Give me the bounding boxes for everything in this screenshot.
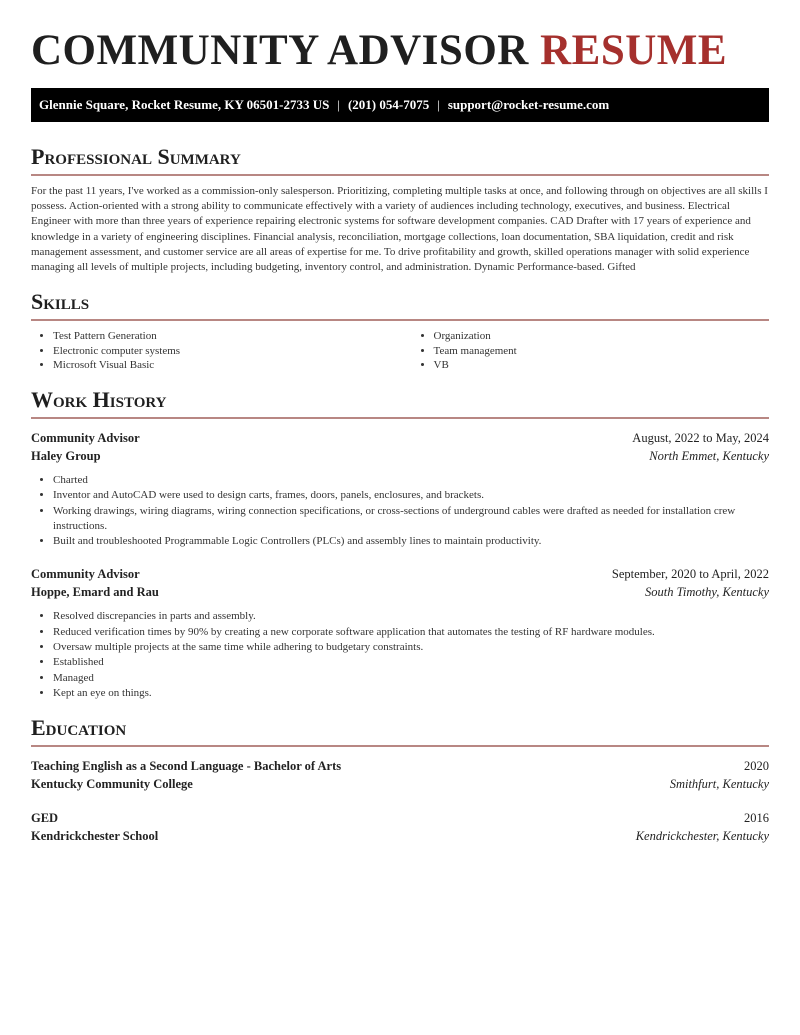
resume-title bbox=[31, 0, 769, 74]
job-bullet: • Reduced verification times by 90% by creating a new corporate software application that automates the testing of RF hardware modules. bbox=[53, 625, 769, 640]
job-bullet: • Working drawings, wiring diagrams, wiring connection specifications, or cross-sections of underground cables were drafted as needed for installation crew instructions. bbox=[53, 504, 769, 535]
job-location: North Emmet, Kentucky bbox=[649, 449, 769, 463]
job-company: Hoppe, Emard and Rau bbox=[31, 585, 159, 600]
skills-heading: Skills bbox=[31, 289, 90, 315]
job-bullet: • Managed bbox=[53, 671, 769, 686]
job-bullet: • Charted bbox=[53, 473, 769, 488]
skill-item: • Microsoft Visual Basic bbox=[53, 358, 389, 373]
education-entry bbox=[31, 809, 769, 845]
education-section bbox=[31, 715, 769, 845]
section-divider bbox=[31, 745, 769, 747]
work-section bbox=[31, 387, 769, 701]
job-entry bbox=[31, 565, 769, 701]
skill-item: • VB bbox=[434, 358, 770, 373]
job-bullet: • Kept an eye on things. bbox=[53, 686, 769, 701]
summary-heading: Professional Summary bbox=[31, 144, 241, 169]
education-heading: Education bbox=[31, 715, 127, 741]
section-divider bbox=[31, 174, 769, 176]
skills-list bbox=[31, 329, 769, 373]
section-divider bbox=[31, 319, 769, 321]
edu-location: Kendrickchester, Kentucky bbox=[635, 829, 769, 844]
skill-item: • Test Pattern Generation bbox=[53, 329, 389, 344]
title-accent: RESUME bbox=[540, 27, 728, 74]
edu-year: 2020 bbox=[744, 759, 769, 774]
contact-bar bbox=[31, 88, 769, 122]
skill-item: • Organization bbox=[434, 329, 770, 344]
job-dates: September, 2020 to April, 2022 bbox=[611, 567, 769, 582]
job-bullet: • Resolved discrepancies in parts and assembly. bbox=[53, 609, 769, 624]
skill-item: • Electronic computer systems bbox=[53, 344, 389, 359]
summary-text: For the past 11 years, I've worked as a commission-only salesperson. Prioritizing, completing multiple tasks at once, and following through on objectives are all skills I possess. Action-oriented with a strong ability to communicate effectively with a variety of audiences including technology, executives, and business. Electrical Engineer with more than three years of experience repairing electronic systems for software development companies. CAD Drafter with 17 years of experience and knowledge in a variety of engineering disciplines. Financial analysis, reconciliation, mortgage collections, loan documentation, SBA liquidation, credit and risk management assessment, and customer service are all areas of expertise for me. To drive profitability and growth, skilled operations manager with solid experience managing all levels of multiple projects, including budgeting, inventory control, and administration. Dynamic Performance-based. Gifted bbox=[31, 185, 768, 274]
section-divider bbox=[31, 417, 769, 419]
edu-location: Smithfurt, Kentucky bbox=[669, 777, 769, 792]
work-heading: Work History bbox=[31, 387, 167, 412]
summary-section bbox=[31, 144, 769, 275]
contact-email[interactable]: support@rocket-resume.com bbox=[447, 97, 610, 112]
skills-column-right bbox=[412, 329, 770, 373]
job-location: South Timothy, Kentucky bbox=[645, 585, 769, 600]
title-main: COMMUNITY ADVISOR bbox=[31, 27, 529, 74]
edu-year: 2016 bbox=[744, 811, 769, 826]
contact-address: Glennie Square, Rocket Resume, KY 06501-2733 US bbox=[39, 97, 330, 112]
job-company: Haley Group bbox=[31, 449, 101, 463]
job-bullet: • Established bbox=[53, 655, 769, 670]
contact-separator: | bbox=[437, 97, 440, 112]
edu-degree: GED bbox=[31, 811, 59, 826]
job-dates: August, 2022 to May, 2024 bbox=[632, 431, 769, 445]
contact-phone: (201) 054-7075 bbox=[347, 97, 430, 112]
skill-item: • Team management bbox=[434, 344, 770, 359]
skills-section bbox=[31, 289, 769, 373]
job-title: Community Advisor bbox=[31, 567, 140, 582]
skills-column-left bbox=[31, 329, 389, 373]
job-bullet: • Inventor and AutoCAD were used to design carts, frames, doors, panels, enclosures, and brackets. bbox=[53, 488, 769, 503]
job-bullet: • Built and troubleshooted Programmable Logic Controllers (PLCs) and assembly lines to maintain productivity. bbox=[53, 534, 769, 549]
edu-school: Kentucky Community College bbox=[31, 777, 193, 792]
contact-separator: | bbox=[337, 97, 340, 112]
edu-degree: Teaching English as a Second Language - Bachelor of Arts bbox=[31, 759, 342, 774]
job-bullets bbox=[31, 609, 769, 701]
job-entry bbox=[31, 429, 769, 549]
job-bullet: • Oversaw multiple projects at the same time while adhering to budgetary constraints. bbox=[53, 640, 769, 655]
job-bullets bbox=[31, 473, 769, 549]
education-entry bbox=[31, 757, 769, 793]
edu-school: Kendrickchester School bbox=[31, 829, 159, 844]
job-title: Community Advisor bbox=[31, 431, 140, 445]
